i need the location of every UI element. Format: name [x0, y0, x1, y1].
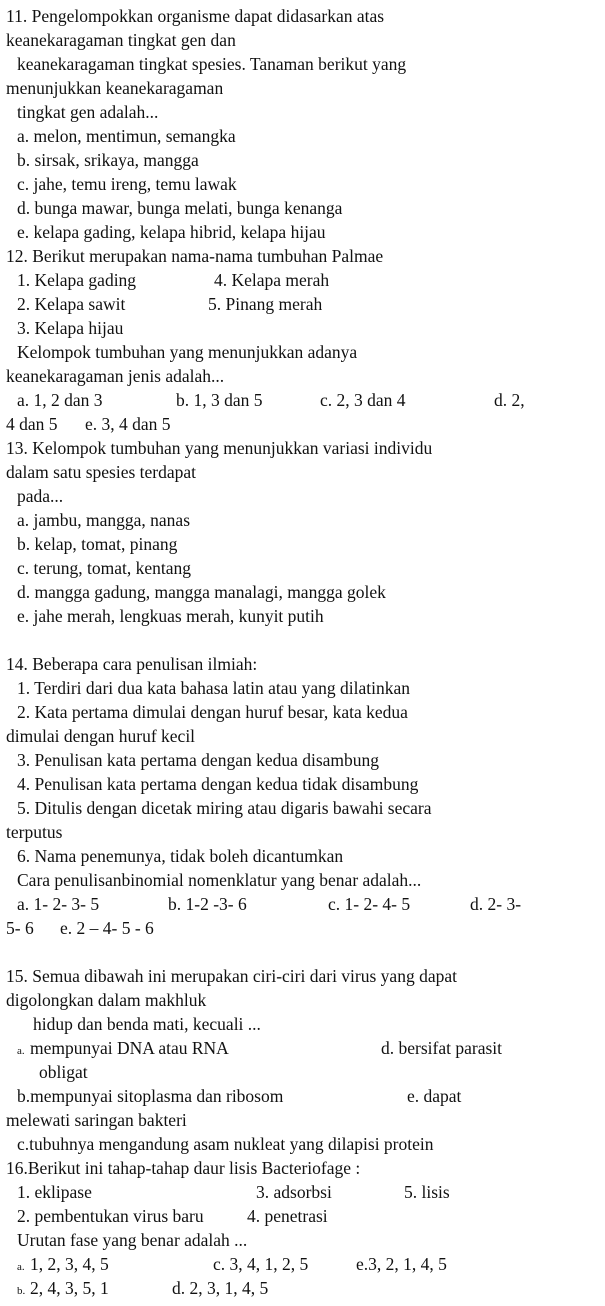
q12-option-d-cont: 4 dan 5 — [6, 414, 58, 434]
q16-stem-line2: Urutan fase yang benar adalah ... — [17, 1230, 248, 1250]
q15-option-a-cont: obligat — [39, 1062, 88, 1082]
q15-option-a: mempunyai DNA atau RNA — [30, 1038, 229, 1058]
q14-item-1: 1. Terdiri dari dua kata bahasa latin atau yang dilatinkan — [17, 678, 411, 698]
q15-stem-line3: hidup dan benda mati, kecuali ... — [33, 1014, 261, 1034]
q14-item-2: 2. Kata pertama dimulai dengan huruf besar, kata kedua — [17, 702, 408, 722]
q12-item-5: 5. Pinang merah — [208, 294, 323, 314]
q13-stem-line2: dalam satu spesies terdapat — [6, 462, 197, 482]
q11-stem-line1: 11. Pengelompokkan organisme dapat didasarkan atas — [6, 6, 385, 26]
q13-stem-line3: pada... — [17, 486, 64, 506]
q11-option-a: a. melon, mentimun, semangka — [17, 126, 236, 146]
q15-option-d: d. bersifat parasit — [381, 1038, 502, 1058]
q15-option-b: b.mempunyai sitoplasma dan ribosom — [17, 1086, 284, 1106]
q16-item-2: 2. pembentukan virus baru — [17, 1206, 204, 1226]
q14-option-b: b. 1-2 -3- 6 — [168, 894, 247, 914]
q16-option-b-marker: b. — [17, 1285, 26, 1297]
q16-item-5: 5. lisis — [404, 1182, 450, 1202]
q14-item-5: 5. Ditulis dengan dicetak miring atau digaris bawahi secara — [17, 798, 432, 818]
q14-item-5-cont: terputus — [6, 822, 63, 842]
q13-stem-line1: 13. Kelompok tumbuhan yang menunjukkan variasi individu — [6, 438, 433, 458]
q14-stem-line2: Cara penulisanbinomial nomenklatur yang benar adalah... — [17, 870, 422, 890]
q12-option-a: a. 1, 2 dan 3 — [17, 390, 103, 410]
q15-option-e-cont: melewati saringan bakteri — [6, 1110, 187, 1130]
q12-item-4: 4. Kelapa merah — [214, 270, 330, 290]
q12-stem-line2: Kelompok tumbuhan yang menunjukkan adanya — [17, 342, 358, 362]
q11-option-b: b. sirsak, srikaya, mangga — [17, 150, 199, 170]
q11-stem-line4: menunjukkan keanekaragaman — [6, 78, 224, 98]
q16-option-a: 1, 2, 3, 4, 5 — [30, 1254, 109, 1274]
q11-option-e: e. kelapa gading, kelapa hibrid, kelapa hijau — [17, 222, 326, 242]
q14-item-6: 6. Nama penemunya, tidak boleh dicantumkan — [17, 846, 344, 866]
q14-option-d-cont: 5- 6 — [6, 918, 34, 938]
q16-item-4: 4. penetrasi — [247, 1206, 328, 1226]
q16-option-a-marker: a. — [17, 1261, 25, 1273]
q15-stem-line2: digolongkan dalam makhluk — [6, 990, 207, 1010]
q13-option-a: a. jambu, mangga, nanas — [17, 510, 191, 530]
q14-option-e: e. 2 – 4- 5 - 6 — [60, 918, 154, 938]
q13-option-d: d. mangga gadung, mangga manalagi, mangga golek — [17, 582, 386, 602]
q11-stem-line5: tingkat gen adalah... — [17, 102, 159, 122]
q14-option-c: c. 1- 2- 4- 5 — [328, 894, 411, 914]
q13-option-c: c. terung, tomat, kentang — [17, 558, 191, 578]
q16-option-b: 2, 4, 3, 5, 1 — [30, 1278, 109, 1298]
q15-stem-line1: 15. Semua dibawah ini merupakan ciri-ciri dari virus yang dapat — [6, 966, 457, 986]
q16-stem-line1: 16.Berikut ini tahap-tahap daur lisis Bacteriofage : — [6, 1158, 361, 1178]
q14-option-d: d. 2- 3- — [470, 894, 522, 914]
q12-option-d: d. 2, — [494, 390, 525, 410]
q13-option-e: e. jahe merah, lengkuas merah, kunyit putih — [17, 606, 324, 626]
q12-item-1: 1. Kelapa gading — [17, 270, 137, 290]
q15-option-c: c.tubuhnya mengandung asam nukleat yang dilapisi protein — [17, 1134, 434, 1154]
q13-option-b: b. kelap, tomat, pinang — [17, 534, 178, 554]
q14-option-a: a. 1- 2- 3- 5 — [17, 894, 100, 914]
q15-option-a-marker: a. — [17, 1045, 25, 1057]
q16-item-3: 3. adsorbsi — [256, 1182, 332, 1202]
q12-stem-line1: 12. Berikut merupakan nama-nama tumbuhan Palmae — [6, 246, 384, 266]
q11-stem-line3: keanekaragaman tingkat spesies. Tanaman berikut yang — [17, 54, 407, 74]
q12-item-2: 2. Kelapa sawit — [17, 294, 126, 314]
q16-option-e: e.3, 2, 1, 4, 5 — [356, 1254, 447, 1274]
q14-item-3: 3. Penulisan kata pertama dengan kedua disambung — [17, 750, 380, 770]
q11-option-c: c. jahe, temu ireng, temu lawak — [17, 174, 237, 194]
q11-stem-line2: keanekaragaman tingkat gen dan — [6, 30, 236, 50]
q15-option-e: e. dapat — [407, 1086, 462, 1106]
q16-item-1: 1. eklipase — [17, 1182, 92, 1202]
q16-option-c: c. 3, 4, 1, 2, 5 — [213, 1254, 309, 1274]
q12-option-e: e. 3, 4 dan 5 — [85, 414, 171, 434]
q12-item-3: 3. Kelapa hijau — [17, 318, 124, 338]
q12-stem-line3: keanekaragaman jenis adalah... — [6, 366, 225, 386]
q12-option-b: b. 1, 3 dan 5 — [176, 390, 263, 410]
q16-option-d: d. 2, 3, 1, 4, 5 — [172, 1278, 269, 1298]
q14-stem-line1: 14. Beberapa cara penulisan ilmiah: — [6, 654, 258, 674]
q14-item-4: 4. Penulisan kata pertama dengan kedua tidak disambung — [17, 774, 419, 794]
q14-item-2-cont: dimulai dengan huruf kecil — [6, 726, 196, 746]
q11-option-d: d. bunga mawar, bunga melati, bunga kenanga — [17, 198, 343, 218]
q12-option-c: c. 2, 3 dan 4 — [320, 390, 406, 410]
